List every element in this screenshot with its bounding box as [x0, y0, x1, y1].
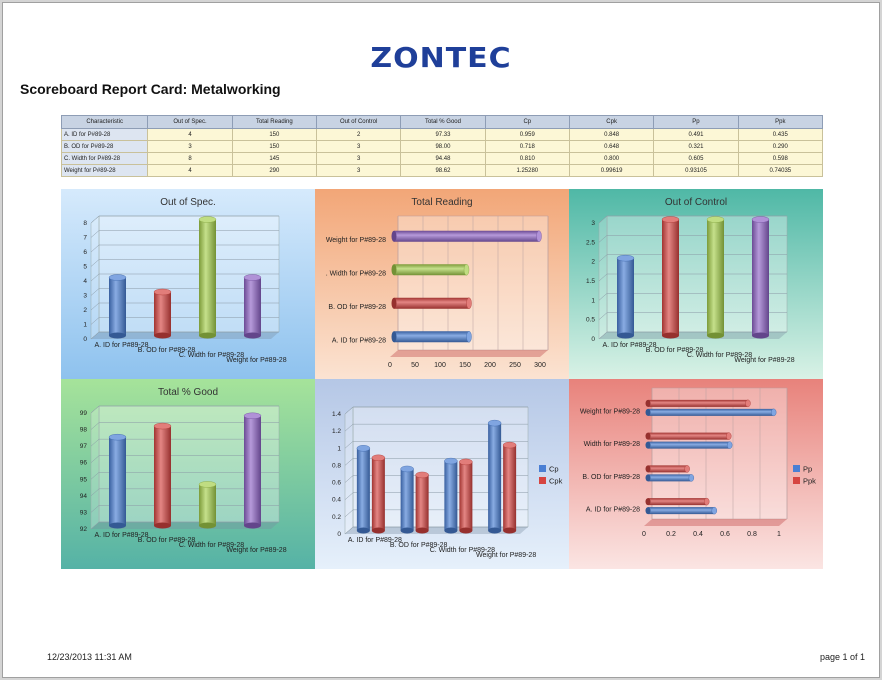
bar-base	[199, 333, 216, 339]
x-tick-label: 0.6	[720, 531, 730, 538]
bar-pp	[646, 442, 733, 449]
y-tick-label: 6	[83, 249, 87, 256]
bar-ppk	[646, 400, 751, 407]
bar	[109, 434, 126, 528]
x-tick-label: 150	[459, 362, 471, 369]
y-category-label: Width for P#89-28	[583, 441, 640, 449]
bar	[154, 289, 171, 339]
table-header-row	[62, 116, 823, 129]
cp-cpk-chart	[315, 379, 569, 569]
x-tick-label: 100	[434, 362, 446, 369]
x-category-label: B. OD for P#89-28	[137, 537, 196, 544]
bar-base	[707, 333, 724, 339]
table-cell: 97.33	[401, 129, 485, 141]
x-tick-label: 0.2	[666, 531, 676, 538]
bar-ppk	[646, 465, 690, 472]
table-cell: 8	[148, 153, 232, 165]
bar-base	[244, 523, 261, 529]
bar-base	[444, 528, 457, 534]
bar-cap	[726, 433, 731, 440]
bar	[244, 275, 261, 339]
table-cell: 0.848	[569, 129, 653, 141]
bar-base	[357, 528, 370, 534]
chart-title: Out of Control	[664, 197, 728, 208]
legend-swatch	[539, 465, 546, 472]
chart-side-wall	[91, 406, 99, 529]
bar-base	[646, 409, 651, 416]
x-tick-label: 50	[411, 362, 419, 369]
x-category-label: B. OD for P#89-28	[389, 542, 448, 549]
bar-base	[244, 333, 261, 339]
x-category-label: B. OD for P#89-28	[645, 347, 704, 354]
bar-base	[752, 333, 769, 339]
bar-cp	[444, 458, 457, 533]
table-cell: 0.491	[654, 129, 738, 141]
table-cell: 0.605	[654, 153, 738, 165]
y-tick-label: 94	[79, 492, 87, 500]
bar-body	[617, 258, 634, 335]
bar-pp	[646, 409, 777, 416]
x-category-label: Weight for P#89-28	[226, 547, 287, 554]
bar-body	[459, 462, 472, 531]
legend-swatch	[793, 465, 800, 472]
zontec-logo: ZONTEC	[370, 42, 512, 75]
bar-cap	[704, 498, 709, 505]
y-tick-label: 92	[79, 526, 87, 533]
bar-cp	[357, 445, 370, 533]
table-row	[62, 141, 823, 153]
bar-base	[646, 465, 651, 472]
bar-body	[394, 331, 469, 342]
bar-base	[154, 333, 171, 339]
bar	[707, 217, 724, 339]
x-tick-label: 0	[388, 362, 392, 369]
bar-cap	[109, 434, 126, 440]
bar-cap	[199, 217, 216, 223]
table-cell: 0.435	[738, 129, 822, 141]
chart-title: Total Reading	[411, 197, 473, 208]
bar-body	[707, 220, 724, 336]
y-category-label: Weight for P#89-28	[325, 236, 386, 244]
y-tick-label: 1.2	[331, 428, 341, 436]
bar-base	[488, 528, 501, 534]
pp-ppk-chart	[569, 379, 823, 569]
table-cell: 0.598	[738, 153, 822, 165]
bar-base	[646, 474, 651, 481]
table-cell: 3	[316, 141, 400, 153]
x-tick-label: 200	[484, 362, 496, 369]
bar-cap	[467, 331, 472, 342]
table-cell: 0.718	[485, 141, 569, 153]
bar-body	[394, 231, 539, 242]
column-header: Out of Control	[316, 116, 400, 129]
table-cell: Weight for P#89-28	[62, 165, 148, 177]
y-category-label: A. ID for P#89-28	[585, 506, 640, 514]
legend-label: Pp	[803, 464, 813, 474]
bar-base	[109, 523, 126, 529]
table-cell: 150	[232, 141, 316, 153]
table-row	[62, 153, 823, 165]
bar	[154, 423, 171, 528]
bar-cap	[372, 455, 385, 461]
bar-cap	[752, 217, 769, 223]
bar-cap	[401, 466, 414, 472]
bar-body	[109, 437, 126, 525]
y-tick-label: 8	[83, 220, 87, 227]
bar	[392, 298, 472, 309]
bar-base	[372, 528, 385, 534]
bar-base	[416, 528, 429, 534]
bar-base	[392, 298, 397, 309]
y-tick-label: 0	[591, 336, 595, 343]
bar-base	[646, 442, 651, 449]
y-tick-label: 2.5	[585, 239, 595, 247]
y-tick-label: 98	[79, 426, 87, 434]
column-header: Out of Spec.	[148, 116, 232, 129]
table-cell: 150	[232, 129, 316, 141]
table-cell: 98.62	[401, 165, 485, 177]
bar-pp	[646, 474, 694, 481]
bar-base	[401, 528, 414, 534]
summary-table	[61, 115, 823, 177]
y-tick-label: 3	[83, 292, 87, 300]
bar-cap	[488, 420, 501, 426]
chart-title: Total % Good	[157, 387, 219, 398]
bar-base	[459, 528, 472, 534]
bar-cap	[154, 289, 171, 295]
table-cell: 0.321	[654, 141, 738, 153]
column-header: Ppk	[738, 116, 822, 129]
column-header: Pp	[654, 116, 738, 129]
x-category-label: C. Width for P#89-28	[686, 352, 753, 359]
bar-cap	[459, 459, 472, 465]
bar-base	[392, 331, 397, 342]
bar-cap	[109, 275, 126, 281]
total-percent-good-chart-svg	[61, 379, 315, 569]
bar	[199, 481, 216, 528]
x-category-label: C. Width for P#89-28	[178, 542, 245, 549]
bar-cap	[745, 400, 750, 407]
bar-base	[109, 333, 126, 339]
y-tick-label: 1	[591, 297, 595, 305]
bar-base	[503, 528, 516, 534]
bar-cap	[467, 298, 472, 309]
bar-body	[488, 423, 501, 530]
y-tick-label: 4	[83, 278, 87, 285]
bar-base	[646, 433, 651, 440]
y-tick-label: 96	[79, 459, 87, 467]
bar-body	[444, 461, 457, 530]
bar-pp	[646, 507, 717, 514]
total-reading-chart-svg	[315, 189, 569, 379]
bar-base	[392, 231, 397, 242]
bar-base	[199, 523, 216, 529]
x-tick-label: 0.4	[693, 531, 703, 538]
column-header: Cpk	[569, 116, 653, 129]
y-category-label: A. ID for P#89-28	[331, 337, 386, 345]
x-category-label: C. Width for P#89-28	[178, 352, 245, 359]
bar-base	[662, 333, 679, 339]
bar	[392, 331, 472, 342]
bar-body	[244, 416, 261, 526]
bar-body	[401, 469, 414, 531]
table-cell: 0.800	[569, 153, 653, 165]
y-category-label: B. OD for P#89-28	[582, 473, 640, 481]
bar-cap	[662, 217, 679, 223]
bar-ppk	[646, 433, 732, 440]
bar-base	[617, 333, 634, 339]
bar-cpk	[459, 459, 472, 534]
out-of-control-chart	[569, 189, 823, 379]
y-tick-label: 0.6	[331, 479, 341, 487]
y-tick-label: 5	[83, 263, 87, 271]
bar-cp	[488, 420, 501, 533]
table-cell: 2	[316, 129, 400, 141]
out-of-spec-chart-svg	[61, 189, 315, 379]
table-cell: 0.93105	[654, 165, 738, 177]
bar	[752, 217, 769, 339]
bar-base	[646, 507, 651, 514]
bar-body	[662, 220, 679, 336]
bar-body	[648, 409, 774, 416]
table-cell: 145	[232, 153, 316, 165]
bar-base	[646, 498, 651, 505]
y-tick-label: 1	[83, 321, 87, 329]
report-title: Scoreboard Report Card: Metalworking	[20, 81, 281, 97]
y-tick-label: 1	[337, 445, 341, 453]
x-category-label: Weight for P#89-28	[476, 552, 537, 559]
table-cell: 98.00	[401, 141, 485, 153]
x-tick-label: 0	[642, 531, 646, 538]
table-cell: 290	[232, 165, 316, 177]
page-number: page 1 of 1	[819, 652, 865, 662]
y-tick-label: 3	[591, 220, 595, 227]
table-cell: 4	[148, 165, 232, 177]
bar-body	[648, 507, 714, 514]
bar	[392, 231, 542, 242]
bar-body	[648, 498, 707, 505]
x-category-label: C. Width for P#89-28	[429, 547, 496, 554]
bar-body	[648, 474, 691, 481]
bar-ppk	[646, 498, 710, 505]
total-percent-good-chart	[61, 379, 315, 569]
bar-body	[648, 400, 748, 407]
bar-cap	[771, 409, 776, 416]
bar-cap	[357, 445, 370, 451]
bar-body	[752, 220, 769, 336]
y-tick-label: 0	[337, 531, 341, 538]
bar-cap	[689, 474, 694, 481]
bar-body	[199, 484, 216, 525]
table-cell: 0.99619	[569, 165, 653, 177]
out-of-control-chart-svg	[569, 189, 823, 379]
y-category-label: Weight for P#89-28	[579, 408, 640, 416]
pp-ppk-chart-svg	[569, 379, 823, 569]
x-category-label: A. ID for P#89-28	[602, 342, 657, 349]
bar	[617, 255, 634, 338]
chart-grid	[61, 189, 823, 569]
bar-cap	[537, 231, 542, 242]
table-cell: 4	[148, 129, 232, 141]
out-of-spec-chart	[61, 189, 315, 379]
bar-body	[199, 220, 216, 336]
table-cell: 3	[316, 153, 400, 165]
bar-cap	[727, 442, 732, 449]
y-tick-label: 0	[83, 336, 87, 343]
table-cell: 0.648	[569, 141, 653, 153]
column-header: Characteristic	[62, 116, 148, 129]
bar-body	[372, 458, 385, 531]
table-row	[62, 129, 823, 141]
bar	[662, 217, 679, 339]
x-category-label: A. ID for P#89-28	[94, 342, 149, 349]
bar-cap	[685, 465, 690, 472]
bar-body	[648, 442, 730, 449]
bar	[392, 264, 470, 275]
y-category-label: B. OD for P#89-28	[328, 303, 386, 311]
y-tick-label: 0.8	[331, 462, 341, 470]
bar-cap	[416, 472, 429, 478]
bar-cap	[444, 458, 457, 464]
x-tick-label: 0.8	[747, 531, 757, 538]
y-tick-label: 7	[83, 234, 87, 242]
bar-body	[244, 278, 261, 336]
bar-cap	[503, 442, 516, 448]
chart-floor	[644, 519, 787, 526]
bar-body	[394, 298, 469, 309]
bar-cpk	[416, 472, 429, 534]
x-category-label: Weight for P#89-28	[226, 357, 287, 364]
bar-body	[154, 292, 171, 336]
bar-cap	[712, 507, 717, 514]
bar-cp	[401, 466, 414, 534]
bar-body	[503, 445, 516, 530]
table-cell: C. Width for P#89-28	[62, 153, 148, 165]
bar-body	[416, 475, 429, 531]
y-tick-label: 0.4	[331, 496, 341, 504]
bar-body	[394, 264, 467, 275]
bar	[244, 413, 261, 529]
chart-side-wall	[345, 407, 353, 534]
table-cell: B. OD for P#89-28	[62, 141, 148, 153]
x-category-label: B. OD for P#89-28	[137, 347, 196, 354]
bar-cap	[199, 481, 216, 487]
table-cell: 3	[316, 165, 400, 177]
x-tick-label: 250	[509, 362, 521, 369]
y-tick-label: 2	[83, 307, 87, 314]
legend-label: Cpk	[549, 476, 563, 486]
print-date: 12/23/2013 11:31 AM	[47, 652, 132, 662]
bar-base	[154, 523, 171, 529]
bar-cap	[707, 217, 724, 223]
report-page	[2, 2, 880, 678]
bar-body	[357, 448, 370, 530]
bar-body	[154, 426, 171, 525]
bar-cap	[244, 275, 261, 281]
legend-label: Ppk	[803, 476, 816, 486]
y-tick-label: 99	[79, 410, 87, 417]
x-tick-label: 1	[777, 531, 781, 538]
table-cell: 1.25280	[485, 165, 569, 177]
cp-cpk-chart-svg	[315, 379, 569, 569]
bar	[109, 275, 126, 339]
table-cell: 0.290	[738, 141, 822, 153]
bar-body	[109, 278, 126, 336]
y-category-label: . Width for P#89-28	[325, 270, 386, 278]
column-header: Total % Good	[401, 116, 485, 129]
x-category-label: A. ID for P#89-28	[347, 537, 402, 544]
bar-cap	[154, 423, 171, 429]
x-category-label: Weight for P#89-28	[734, 357, 795, 364]
bar	[199, 217, 216, 339]
table-cell: 0.74035	[738, 165, 822, 177]
bar-cpk	[372, 455, 385, 534]
y-tick-label: 0.5	[585, 316, 595, 324]
y-tick-label: 93	[79, 509, 87, 517]
table-cell: A. ID for P#89-28	[62, 129, 148, 141]
y-tick-label: 2	[591, 258, 595, 266]
bar-base	[392, 264, 397, 275]
total-reading-chart	[315, 189, 569, 379]
bar-body	[648, 465, 687, 472]
y-tick-label: 95	[79, 476, 87, 484]
legend-swatch	[793, 477, 800, 484]
bar-body	[648, 433, 729, 440]
y-tick-label: 1.4	[331, 411, 341, 418]
x-category-label: A. ID for P#89-28	[94, 532, 149, 539]
table-cell: 94.48	[401, 153, 485, 165]
y-tick-label: 97	[79, 443, 87, 451]
bar-cap	[617, 255, 634, 261]
column-header: Cp	[485, 116, 569, 129]
legend-swatch	[539, 477, 546, 484]
table-cell: 0.959	[485, 129, 569, 141]
chart-floor	[390, 350, 548, 357]
x-tick-label: 300	[534, 362, 546, 369]
table-row	[62, 165, 823, 177]
bar-cap	[244, 413, 261, 419]
legend-label: Cp	[549, 464, 559, 474]
table-cell: 0.810	[485, 153, 569, 165]
chart-title: Out of Spec.	[160, 197, 216, 208]
bar-base	[646, 400, 651, 407]
column-header: Total Reading	[232, 116, 316, 129]
y-tick-label: 1.5	[585, 278, 595, 285]
bar-cpk	[503, 442, 516, 533]
bar-cap	[464, 264, 469, 275]
y-tick-label: 0.2	[331, 513, 341, 521]
table-cell: 3	[148, 141, 232, 153]
